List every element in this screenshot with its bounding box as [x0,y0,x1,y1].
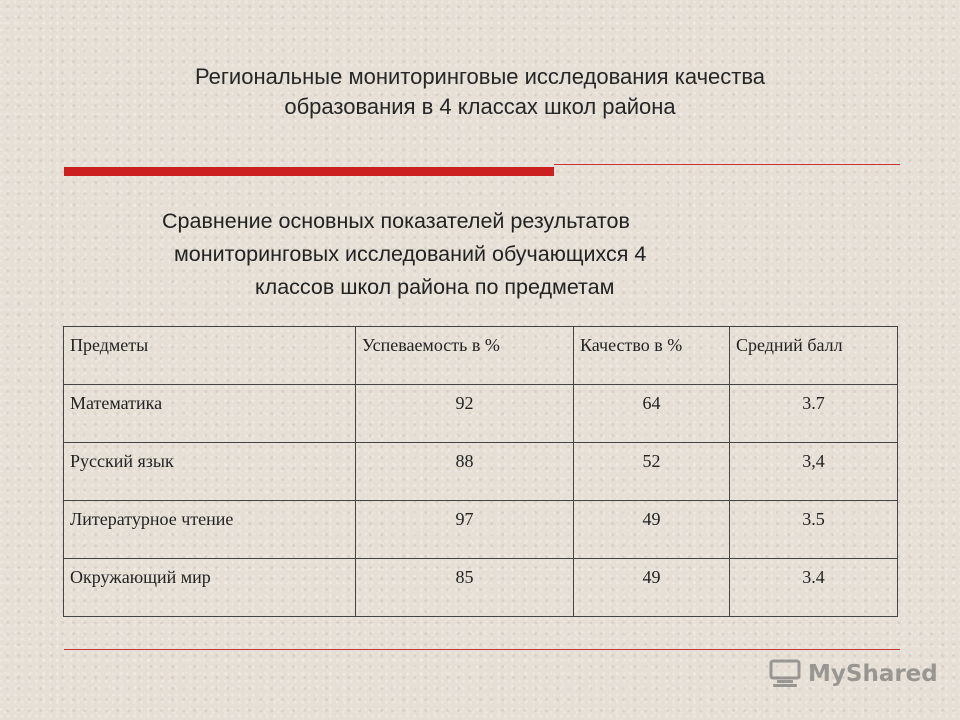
progress-cell: 85 [356,559,574,617]
subject-cell: Окружающий мир [64,559,356,617]
subject-cell: Литературное чтение [64,501,356,559]
subject-cell: Русский язык [64,443,356,501]
quality-cell: 52 [574,443,730,501]
watermark-text: MyShared [808,661,938,687]
average-cell: 3.7 [730,385,898,443]
average-cell: 3.5 [730,501,898,559]
slide-subtitle-line-3: классов школ района по предметам [255,275,615,299]
progress-cell: 92 [356,385,574,443]
table-row [64,501,898,559]
table-row [64,559,898,617]
header-progress: Успеваемость в % [356,327,574,385]
quality-cell: 49 [574,501,730,559]
slide-subtitle [0,205,960,304]
slide-subtitle-line-2: мониторинговых исследований обучающихся 4 [174,242,647,266]
slide-title [60,62,900,122]
table-header-row [64,327,898,385]
slide-title-line-2: образования в 4 классах школ района [284,94,676,119]
subject-cell: Математика [64,385,356,443]
accent-divider-thick [64,167,554,176]
bottom-divider [64,649,900,650]
table-row [64,385,898,443]
table-row [64,443,898,501]
average-cell: 3,4 [730,443,898,501]
header-average: Средний балл [730,327,898,385]
quality-cell: 49 [574,559,730,617]
progress-cell: 97 [356,501,574,559]
slide-title-line-1: Региональные мониторинговые исследования качества [194,64,766,89]
accent-divider-thin [554,164,900,165]
watermark [768,657,938,691]
results-table [63,326,898,617]
header-quality: Качество в % [574,327,730,385]
quality-cell: 64 [574,385,730,443]
average-cell: 3.4 [730,559,898,617]
computer-icon [768,659,802,689]
progress-cell: 88 [356,443,574,501]
slide-subtitle-line-1: Сравнение основных показателей результатов [162,209,630,233]
header-subjects: Предметы [64,327,356,385]
